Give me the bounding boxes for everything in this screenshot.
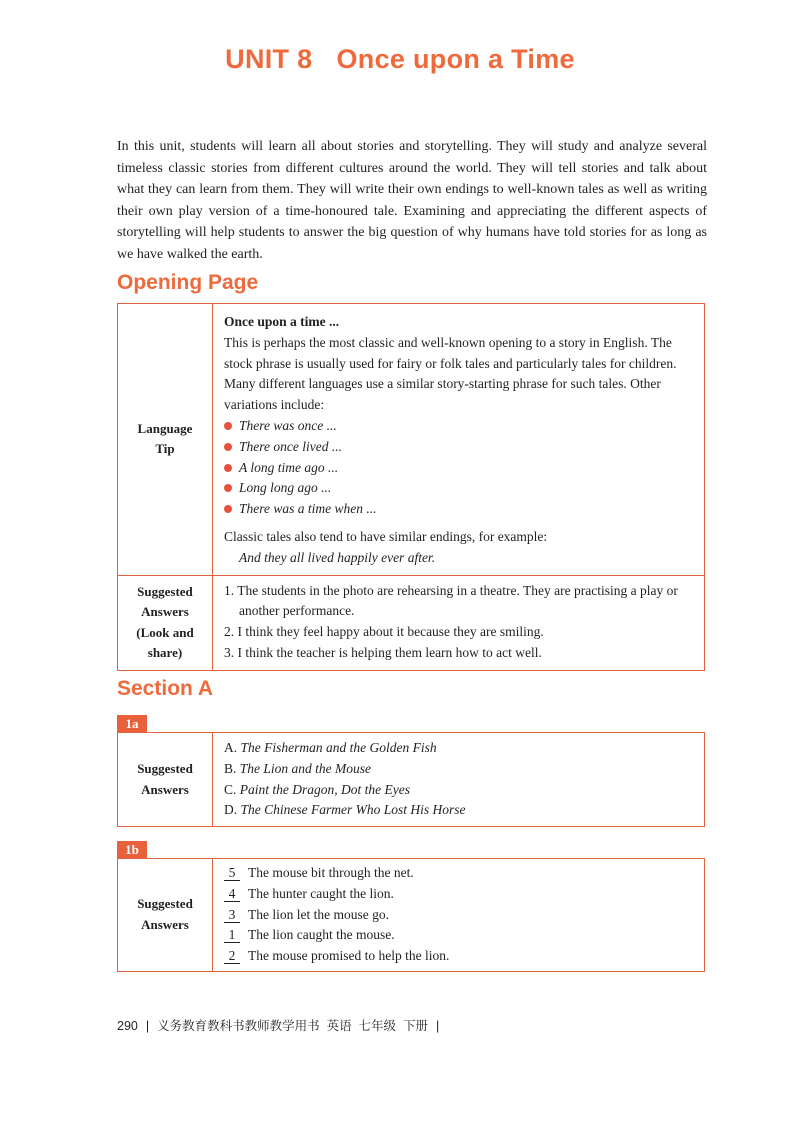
exercise-1b-box (117, 858, 705, 972)
suggested-answers-label (118, 576, 213, 670)
variation-item: Long long ago ... (224, 478, 694, 499)
exercise-1b-content (213, 859, 704, 971)
label-line: share) (147, 645, 183, 661)
variation-item: There once lived ... (224, 437, 694, 458)
order-number: 5 (224, 865, 240, 881)
tip-explanation: This is perhaps the most classic and well-known opening to a story in English. The stock phrase is usually used for fairy or folk tales and particularly tales for children. Many different languages use a similar story-starting phrase for such tales. Other variations include: (224, 334, 677, 413)
variation-item: There was once ... (224, 416, 694, 437)
answer-letter: D. (224, 802, 238, 818)
label-line: Suggested (137, 761, 193, 777)
order-number: 3 (224, 907, 240, 923)
answer-list (224, 738, 694, 821)
story-title: Paint the Dragon, Dot the Eyes (239, 781, 410, 797)
story-title: The Fisherman and the Golden Fish (240, 740, 437, 755)
order-number: 1 (224, 927, 240, 943)
label-line: Suggested (137, 896, 193, 912)
endings-intro: Classic tales also tend to have similar endings, for example: (224, 528, 548, 544)
event-text: The lion let the mouse go. (248, 906, 389, 922)
page-footer: 290 | 义务教育教科书教师教学用书 英语 七年级 下册 | (117, 1019, 440, 1033)
suggested-answers-row (118, 575, 704, 670)
label-line: Suggested (137, 583, 193, 599)
language-tip-content (213, 304, 704, 575)
subject: 英语 (326, 1019, 352, 1033)
answer-item (224, 946, 694, 967)
exercise-1a-box (117, 732, 705, 827)
volume: 下册 (403, 1019, 429, 1033)
variation-list (224, 416, 694, 520)
answer-letter: A. (224, 740, 238, 755)
answer-item (224, 780, 694, 801)
event-text: The hunter caught the lion. (248, 885, 394, 901)
answer-item: 3. I think the teacher is helping them learn how to act well. (224, 644, 542, 660)
label-line: Answers (141, 781, 189, 797)
exercise-1a-content (213, 733, 704, 826)
exercise-1a-label (118, 733, 213, 826)
tip-phrase: Once upon a time ... (224, 314, 340, 329)
book-title: 义务教育教科书教师教学用书 (157, 1019, 320, 1033)
grade: 七年级 (358, 1019, 397, 1033)
language-tip-label-line2: Tip (155, 441, 175, 457)
event-text: The mouse promised to help the lion. (248, 948, 450, 964)
order-number: 4 (224, 886, 240, 902)
exercise-1a-tab: 1a (117, 715, 147, 733)
answer-item (224, 925, 694, 946)
page-number: 290 (117, 1019, 138, 1033)
intro-paragraph: In this unit, students will learn all about stories and storytelling. They will study and analyze several timeless classic stories from different cultures around the world. They will tell stories and talk about what they can learn from them. They will write their own endings to well-known tales as well as writing their own play version of a time-honoured tale. Examining and appreciating the different aspects of storytelling will help students to answer the big question of why humans have told stories for as long as we have walked the earth. (117, 139, 707, 262)
answer-item: 1. The students in the photo are rehearsing in a theatre. They are practising a play or another performance. (224, 582, 678, 619)
answer-item (224, 863, 694, 884)
answer-letter: B. (224, 760, 237, 776)
label-line: Answers (141, 604, 189, 620)
section-a-heading: Section A (117, 677, 214, 700)
exercise-1b-label (118, 859, 213, 971)
unit-number: UNIT 8 (225, 44, 313, 74)
ending-example: And they all lived happily ever after. (239, 549, 436, 565)
label-line: Answers (141, 916, 189, 932)
answer-item (224, 800, 694, 821)
answer-letter: C. (224, 781, 237, 797)
language-tip-row (118, 304, 704, 575)
event-text: The lion caught the mouse. (248, 927, 395, 943)
suggested-answers-content (213, 576, 704, 670)
label-line: (Look and (136, 624, 194, 640)
unit-title (0, 44, 800, 75)
opening-page-heading: Opening Page (117, 271, 259, 294)
variation-item: There was a time when ... (224, 499, 694, 520)
story-title: The Chinese Farmer Who Lost His Horse (240, 802, 466, 818)
answer-item (224, 905, 694, 926)
answer-item (224, 738, 694, 759)
exercise-1b-tab: 1b (117, 841, 147, 859)
event-text: The mouse bit through the net. (248, 865, 414, 880)
story-title: The Lion and the Mouse (239, 760, 372, 776)
opening-page-box (117, 303, 705, 671)
variation-item: A long time ago ... (224, 458, 694, 479)
answer-item (224, 759, 694, 780)
language-tip-label (118, 304, 213, 575)
answer-list (224, 863, 694, 967)
unit-name: Once upon a Time (336, 44, 575, 74)
order-number: 2 (224, 948, 240, 964)
answer-item: 2. I think they feel happy about it because they are smiling. (224, 624, 544, 640)
language-tip-label-line1: Language (137, 420, 193, 436)
answer-list (224, 581, 694, 664)
answer-item (224, 884, 694, 905)
